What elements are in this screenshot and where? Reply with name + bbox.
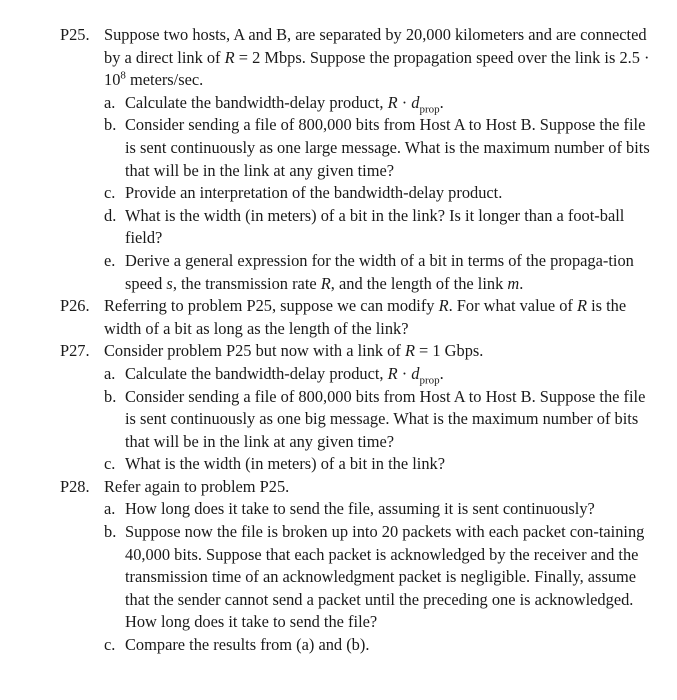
problem-p27-items <box>0 363 677 476</box>
textbook-page <box>0 24 677 657</box>
problem-p27 <box>0 340 650 363</box>
list-item: a. Calculate the bandwidth-delay product, $R \cdot d_{prop}$. <box>104 92 444 116</box>
problem-number: P26. <box>60 296 90 316</box>
list-item: a. How long does it take to send the file, assuming it is sent continuously? <box>104 499 595 519</box>
problem-number: P28. <box>60 476 90 496</box>
list-item: e. Derive a general expression for the width of a bit in terms of the propaga-tion speed s, the transmission rate R, and the length of the link m. <box>104 250 634 293</box>
list-item: c. Provide an interpretation of the bandwidth-delay product. <box>104 183 503 203</box>
list-item: b. Consider sending a file of 800,000 bits from Host A to Host B. Suppose the file is sent continuously as one big message. What is the maximum number of bits that will be in the link at any given time? <box>104 386 646 451</box>
problem-p25-items <box>0 92 677 295</box>
problem-p26 <box>0 295 650 340</box>
problem-statement: Referring to problem P25, suppose we can modify R. For what value of R is the width of a bit as long as the length of the link? <box>104 296 627 338</box>
problem-p28-items <box>0 498 677 656</box>
list-item: d. What is the width (in meters) of a bit in the link? Is it longer than a foot-ball field? <box>104 205 625 248</box>
problem-p25 <box>0 24 650 92</box>
problem-statement: Consider problem P25 but now with a link of R = 1 Gbps. <box>104 341 484 361</box>
list-item: c. What is the width (in meters) of a bit in the link? <box>104 454 445 474</box>
problem-statement: Refer again to problem P25. <box>104 476 290 496</box>
list-item: c. Compare the results from (a) and (b). <box>104 635 370 655</box>
list-item: a. Calculate the bandwidth-delay product, $R \cdot d_{prop}$. <box>104 363 444 387</box>
problem-statement: Suppose two hosts, A and B, are separated by 20,000 kilometers and are connected by a direct link of R = 2 Mbps. Suppose the propagation speed over the link is $2.5 \cdot 10^8$ meters/sec. <box>104 25 650 90</box>
problem-number: P27. <box>60 341 90 361</box>
problem-number: P25. <box>60 25 90 44</box>
list-item: b. Suppose now the file is broken up into 20 packets with each packet con-taining 40,000 bits. Suppose that each packet is acknowledged by the receiver and the transmission time of an acknowledgment packet is negligible. Finally, assume that the sender cannot send a packet until the preceding one is acknowledged. How long does it take to send the file? <box>104 522 645 632</box>
list-item: b. Consider sending a file of 800,000 bits from Host A to Host B. Suppose the file is sent continuously as one large message. What is the maximum number of bits that will be in the link at any given time? <box>104 115 650 180</box>
problem-p28 <box>0 476 650 499</box>
